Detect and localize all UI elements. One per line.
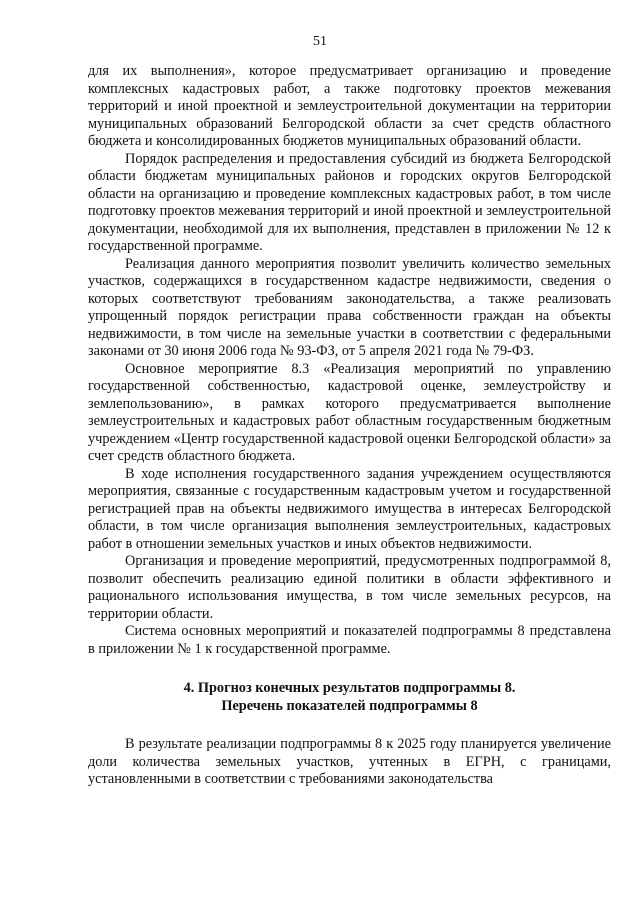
paragraph: Основное мероприятие 8.3 «Реализация мероприятий по управлению государственной собственностью, кадастровой оценке, землеустройству и землепользованию», в рамках которого предусматривается выполнение землеустроительных и кадастровых работ областным государственным бюджетным учреждением «Центр государственной кадастровой оценки Белгородской области» за счет средств областного бюджета.	[88, 360, 611, 464]
section-heading	[88, 680, 611, 715]
section-heading-line-1: 4. Прогноз конечных результатов подпрограммы 8.	[183, 680, 516, 696]
paragraph: Порядок распределения и предоставления субсидий из бюджета Белгородской области бюджетам муниципальных районов и городских округов Белгородской области на организацию и проведение комплексных кадастровых работ, в том числе подготовку проектов межевания территорий и иной проектной и землеустроительной документации, необходимой для их выполнения, представлен в приложении № 12 к государственной программе.	[88, 150, 611, 254]
paragraph-group-top	[88, 63, 611, 658]
document-body	[88, 63, 611, 789]
paragraph-group-bottom	[88, 736, 611, 789]
paragraph: Система основных мероприятий и показателей подпрограммы 8 представлена в приложении № 1 к государственной программе.	[88, 623, 611, 657]
paragraph: Организация и проведение мероприятий, предусмотренных подпрограммой 8, позволит обеспечить реализацию единой политики в области эффективного и рационального использования имущества, в том числе земельных ресурсов, на территории области.	[88, 553, 611, 622]
paragraph: для их выполнения», которое предусматривает организацию и проведение комплексных кадастровых работ, а также подготовку проектов межевания территорий и иной проектной и землеустроительной документации на территории муниципальных образований Белгородской области за счет средств областного бюджета и консолидированных бюджетов муниципальных образований области.	[88, 63, 611, 149]
section-heading-line-2: Перечень показателей подпрограммы 8	[221, 697, 478, 714]
paragraph: В ходе исполнения государственного задания учреждением осуществляются мероприятия, связанные с государственным кадастровым учетом и государственной регистрацией прав на объекты недвижимого имущества в интересах Белгородской области, в том числе организация выполнения землеустроительных, кадастровых работ в отношении земельных участков и иных объектов недвижимости.	[88, 465, 611, 552]
paragraph: В результате реализации подпрограммы 8 к 2025 году планируется увеличение доли количества земельных участков, учтенных в ЕГРН, с границами, установленными в соответствии с требованиями законодательства	[88, 736, 611, 787]
page-number: 51	[313, 34, 327, 49]
paragraph: Реализация данного мероприятия позволит увеличить количество земельных участков, содержащихся в государственном кадастре недвижимости, сведения о которых соответствуют требованиям законодательства, а также реализовать упрощенный порядок регистрации права собственности граждан на объекты недвижимости, в том числе на земельные участки в соответствии с федеральными законами от 30 июня 2006 года № 93-ФЗ, от 5 апреля 2021 года № 79-ФЗ.	[88, 255, 611, 359]
